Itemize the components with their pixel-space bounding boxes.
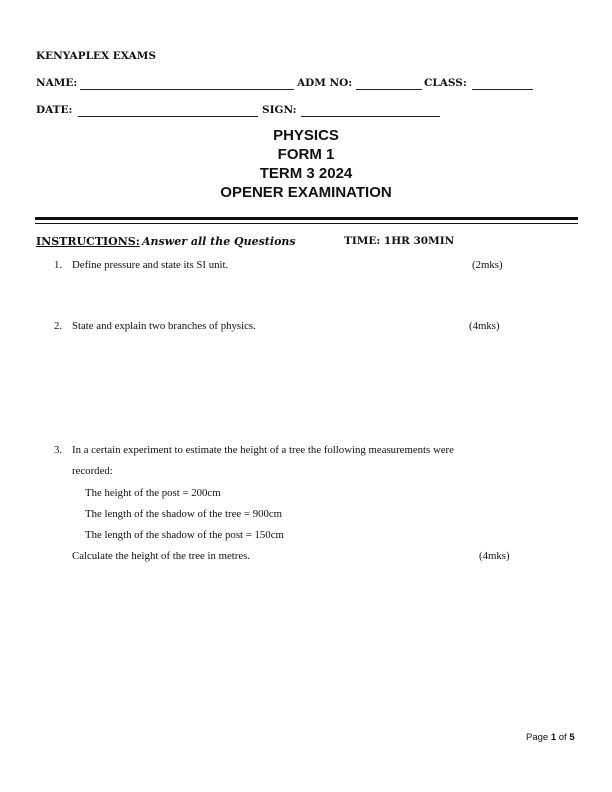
name-field[interactable] [80,89,294,90]
org-name: KENYAPLEX EXAMS [36,50,156,62]
class-field[interactable] [472,89,533,90]
sign-label: SIGN: [262,104,297,116]
question-3-marks: (4mks) [479,550,510,562]
term-title: TERM 3 2024 [259,165,353,182]
name-label: NAME: [36,77,78,89]
question-3-text-cont: recorded: [72,465,113,477]
question-2-text: State and explain two branches of physics. [72,320,256,332]
form-title: FORM 1 [277,146,335,163]
adm-label: ADM NO: [297,77,353,89]
question-3-detail: The length of the shadow of the tree = 900cm [85,508,283,520]
question-1-number: 1. [54,259,63,271]
date-field[interactable] [78,116,258,117]
question-3-prompt: Calculate the height of the tree in metres. [72,550,251,562]
page-number [526,732,575,743]
time-allowed: TIME: 1HR 30MIN [344,235,455,247]
question-3-detail: The length of the shadow of the post = 150cm [85,529,284,541]
instructions-text: Answer all the Questions [142,235,296,248]
page-word: Page [526,732,549,743]
adm-field[interactable] [356,89,422,90]
question-1-text: Define pressure and state its SI unit. [72,259,229,271]
date-label: DATE: [36,104,73,116]
divider-thin [35,223,578,224]
question-3-detail: The height of the post = 200cm [85,487,221,499]
sign-field[interactable] [301,116,440,117]
page-current: 1 [550,732,557,743]
subject-title: PHYSICS [273,127,339,144]
question-1-marks: (2mks) [472,259,503,271]
class-label: CLASS: [424,77,467,89]
question-3-text: In a certain experiment to estimate the height of a tree the following measurements were [72,444,454,456]
page-total: 5 [569,732,575,743]
question-2-number: 2. [54,320,63,332]
instructions-label: INSTRUCTIONS: [36,235,140,248]
question-3-number: 3. [54,444,63,456]
question-2-marks: (4mks) [469,320,500,332]
exam-title: OPENER EXAMINATION [220,184,392,201]
page-of-word: of [558,732,567,743]
divider-thick [35,217,578,220]
